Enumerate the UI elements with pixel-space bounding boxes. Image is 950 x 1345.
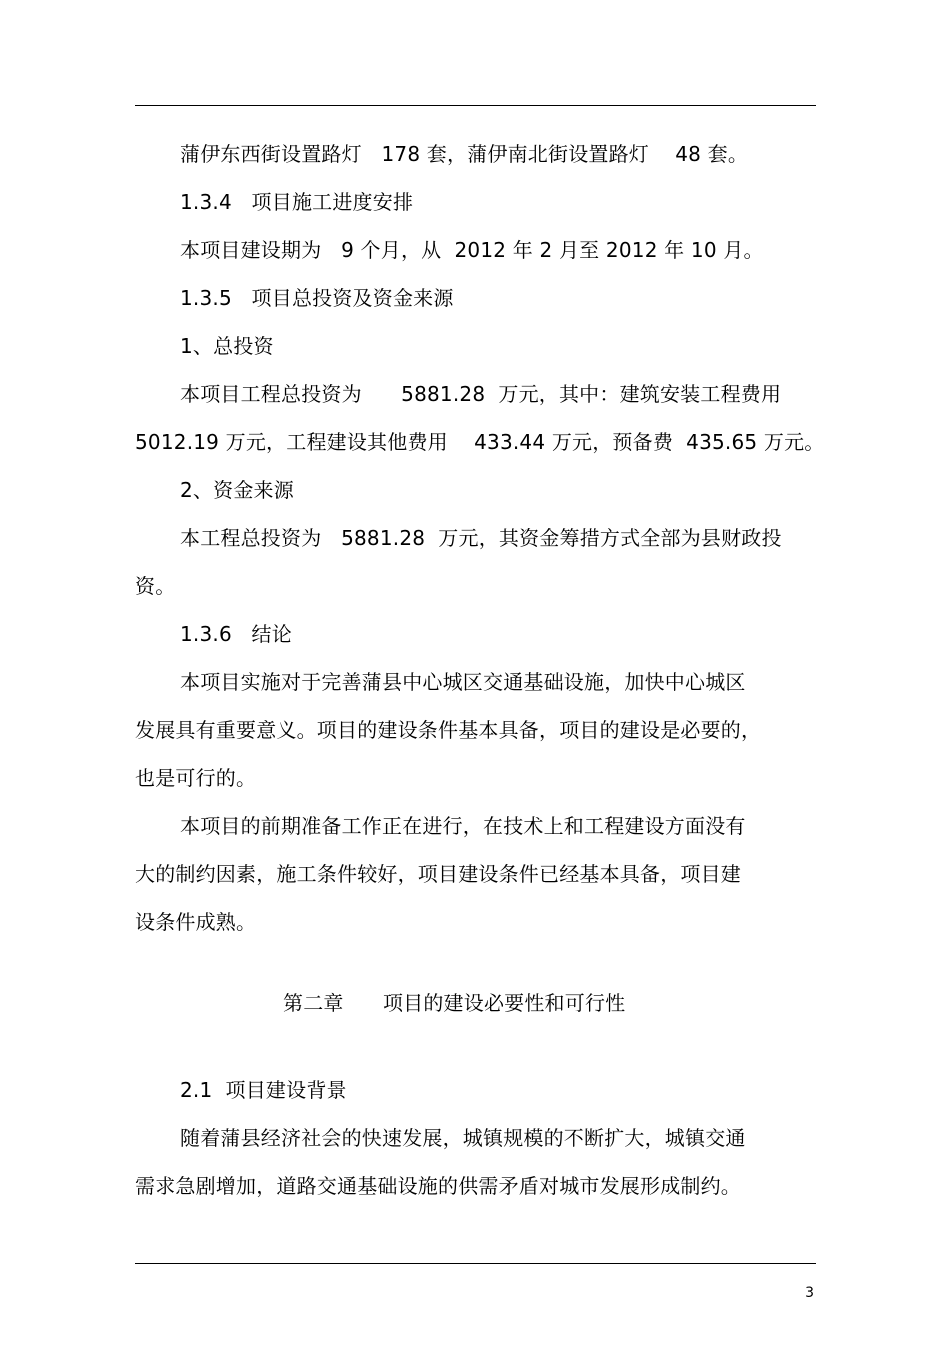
header-rule: [135, 105, 816, 106]
chapter-title: 第二章 项目的建设必要性和可行性: [283, 991, 626, 1015]
text-line: 本工程总投资为 5881.28 万元，其资金筹措方式全部为县财政投: [180, 526, 782, 550]
subheading-total-investment: 1、总投资: [180, 334, 274, 358]
section-heading-1-3-5: 1.3.5 项目总投资及资金来源: [180, 286, 454, 310]
text-line: 蒲伊东西街设置路灯 178 套，蒲伊南北街设置路灯 48 套。: [180, 142, 749, 166]
footer-rule: [135, 1263, 816, 1264]
text-line: 大的制约因素，施工条件较好，项目建设条件已经基本具备，项目建: [135, 862, 741, 886]
text-line: 也是可行的。: [135, 766, 257, 790]
page-number: 3: [805, 1285, 814, 1301]
text-line: 本项目工程总投资为 5881.28 万元，其中：建筑安装工程费用: [180, 382, 782, 406]
text-line: 资。: [135, 574, 176, 598]
text-line: 本项目实施对于完善蒲县中心城区交通基础设施，加快中心城区: [180, 670, 746, 694]
text-line: 设条件成熟。: [135, 910, 257, 934]
text-line: 本项目的前期准备工作正在进行，在技术上和工程建设方面没有: [180, 814, 746, 838]
text-line: 发展具有重要意义。项目的建设条件基本具备，项目的建设是必要的，: [135, 718, 762, 742]
text-line: 5012.19 万元，工程建设其他费用 433.44 万元，预备费 435.65 万元。: [135, 430, 825, 454]
text-line: 本项目建设期为 9 个月，从 2012 年 2 月至 2012 年 10 月。: [180, 238, 764, 262]
text-line: 随着蒲县经济社会的快速发展，城镇规模的不断扩大，城镇交通: [180, 1126, 746, 1150]
section-heading-2-1: 2.1 项目建设背景: [180, 1078, 347, 1102]
subheading-funding-source: 2、资金来源: [180, 478, 294, 502]
text-line: 需求急剧增加，道路交通基础设施的供需矛盾对城市发展形成制约。: [135, 1174, 741, 1198]
section-heading-1-3-4: 1.3.4 项目施工进度安排: [180, 190, 414, 214]
section-heading-1-3-6: 1.3.6 结论: [180, 622, 292, 646]
